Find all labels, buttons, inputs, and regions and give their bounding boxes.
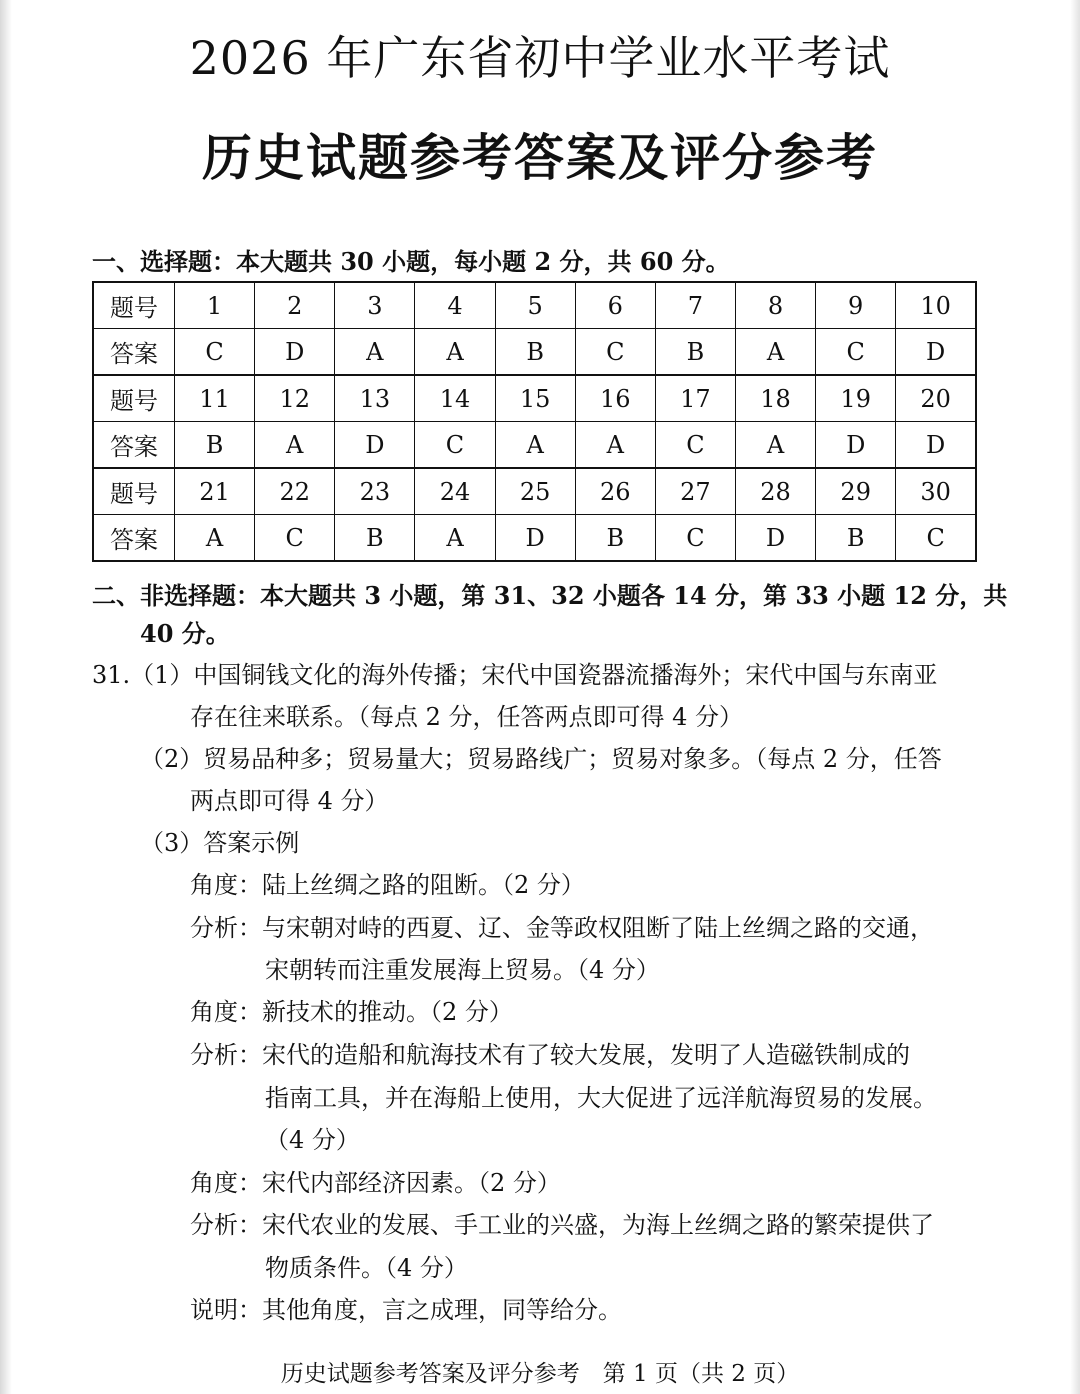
question-number-label: 题号 <box>93 282 175 329</box>
question-number-cell: 29 <box>816 468 896 515</box>
answer-cell: A <box>175 515 255 562</box>
answer-cell: C <box>655 422 735 469</box>
answer-cell: C <box>575 329 655 376</box>
analysis-2-line3: （4 分） <box>265 1126 360 1154</box>
answer-cell: B <box>495 329 575 376</box>
question-number-cell: 16 <box>575 375 655 422</box>
q31-part3-heading: （3）答案示例 <box>140 829 300 857</box>
question-number-cell: 24 <box>415 468 495 515</box>
answer-cell: A <box>495 422 575 469</box>
question-number-cell: 23 <box>335 468 415 515</box>
analysis-3-line2: 物质条件。（4 分） <box>265 1254 468 1282</box>
analysis-2-line1: 分析：宋代的造船和航海技术有了较大发展，发明了人造磁铁制成的 <box>190 1041 910 1069</box>
question-number-cell: 11 <box>175 375 255 422</box>
answer-cell: C <box>255 515 335 562</box>
question-number-cell: 13 <box>335 375 415 422</box>
scoring-note: 说明：其他角度，言之成理，同等给分。 <box>190 1296 622 1324</box>
section-2-heading-line1: 二、非选择题：本大题共 3 小题，第 31、32 小题各 14 分，第 33 小题 12 分，共 <box>92 581 1008 610</box>
question-number-cell: 2 <box>255 282 335 329</box>
question-number-cell: 7 <box>655 282 735 329</box>
answer-cell: B <box>816 515 896 562</box>
question-number-label: 题号 <box>93 375 175 422</box>
question-number-row <box>93 282 976 329</box>
answer-cell: D <box>335 422 415 469</box>
question-number-cell: 27 <box>655 468 735 515</box>
question-number-cell: 30 <box>896 468 976 515</box>
question-number-cell: 28 <box>735 468 815 515</box>
q31-part2-line1: （2）贸易品种多；贸易量大；贸易路线广；贸易对象多。（每点 2 分，任答 <box>140 745 942 773</box>
answer-cell: C <box>175 329 255 376</box>
answer-cell: A <box>735 329 815 376</box>
answer-row <box>93 422 976 469</box>
page-left-shadow <box>0 0 12 1394</box>
question-number-cell: 25 <box>495 468 575 515</box>
answer-cell: B <box>335 515 415 562</box>
question-number-cell: 18 <box>735 375 815 422</box>
answer-cell: D <box>896 422 976 469</box>
page-right-shadow <box>1070 0 1080 1394</box>
answer-cell: A <box>335 329 415 376</box>
answer-label: 答案 <box>93 515 175 562</box>
section-1-heading: 一、选择题：本大题共 30 小题，每小题 2 分，共 60 分。 <box>92 247 730 276</box>
question-number-cell: 5 <box>495 282 575 329</box>
answer-cell: A <box>415 515 495 562</box>
question-number-cell: 26 <box>575 468 655 515</box>
question-number-cell: 6 <box>575 282 655 329</box>
answer-row <box>93 515 976 562</box>
page-footer: 历史试题参考答案及评分参考 第 1 页（共 2 页） <box>280 1361 800 1387</box>
question-number-cell: 14 <box>415 375 495 422</box>
angle-3: 角度：宋代内部经济因素。（2 分） <box>190 1169 561 1197</box>
answer-table <box>92 281 977 562</box>
q31-part1-line1: 31.（1）中国铜钱文化的海外传播；宋代中国瓷器流播海外；宋代中国与东南亚 <box>92 661 938 689</box>
question-number-cell: 9 <box>816 282 896 329</box>
question-number-label: 题号 <box>93 468 175 515</box>
question-number-cell: 21 <box>175 468 255 515</box>
answer-cell: B <box>655 329 735 376</box>
analysis-1-line2: 宋朝转而注重发展海上贸易。（4 分） <box>265 956 660 984</box>
answer-cell: D <box>816 422 896 469</box>
question-number-cell: 8 <box>735 282 815 329</box>
question-number-cell: 20 <box>896 375 976 422</box>
analysis-1-line1: 分析：与宋朝对峙的西夏、辽、金等政权阻断了陆上丝绸之路的交通， <box>190 914 934 942</box>
question-number-row <box>93 468 976 515</box>
answer-row <box>93 329 976 376</box>
answer-cell: D <box>896 329 976 376</box>
analysis-2-line2: 指南工具，并在海船上使用，大大促进了远洋航海贸易的发展。 <box>265 1084 937 1112</box>
answer-cell: C <box>816 329 896 376</box>
q31-part2-line2: 两点即可得 4 分） <box>190 787 389 815</box>
answer-cell: B <box>575 515 655 562</box>
answer-cell: C <box>655 515 735 562</box>
question-number-cell: 17 <box>655 375 735 422</box>
answer-label: 答案 <box>93 329 175 376</box>
answer-key-title: 历史试题参考答案及评分参考 <box>202 128 878 187</box>
analysis-3-line1: 分析：宋代农业的发展、手工业的兴盛，为海上丝绸之路的繁荣提供了 <box>190 1211 934 1239</box>
question-number-row <box>93 375 976 422</box>
answer-cell: D <box>735 515 815 562</box>
answer-cell: A <box>735 422 815 469</box>
answer-label: 答案 <box>93 422 175 469</box>
question-number-cell: 1 <box>175 282 255 329</box>
question-number-cell: 19 <box>816 375 896 422</box>
angle-2: 角度：新技术的推动。（2 分） <box>190 998 513 1026</box>
answer-cell: C <box>415 422 495 469</box>
question-number-cell: 15 <box>495 375 575 422</box>
exam-title: 2026 年广东省初中学业水平考试 <box>189 31 891 85</box>
answer-cell: A <box>255 422 335 469</box>
answer-cell: B <box>175 422 255 469</box>
question-number-cell: 22 <box>255 468 335 515</box>
answer-cell: D <box>495 515 575 562</box>
answer-cell: A <box>575 422 655 469</box>
angle-1: 角度：陆上丝绸之路的阻断。（2 分） <box>190 871 585 899</box>
section-2-heading-line2: 40 分。 <box>140 619 230 648</box>
question-number-cell: 10 <box>896 282 976 329</box>
answer-cell: A <box>415 329 495 376</box>
question-number-cell: 3 <box>335 282 415 329</box>
q31-part1-line2: 存在往来联系。（每点 2 分，任答两点即可得 4 分） <box>190 703 744 731</box>
question-number-cell: 12 <box>255 375 335 422</box>
question-number-cell: 4 <box>415 282 495 329</box>
answer-cell: C <box>896 515 976 562</box>
answer-cell: D <box>255 329 335 376</box>
